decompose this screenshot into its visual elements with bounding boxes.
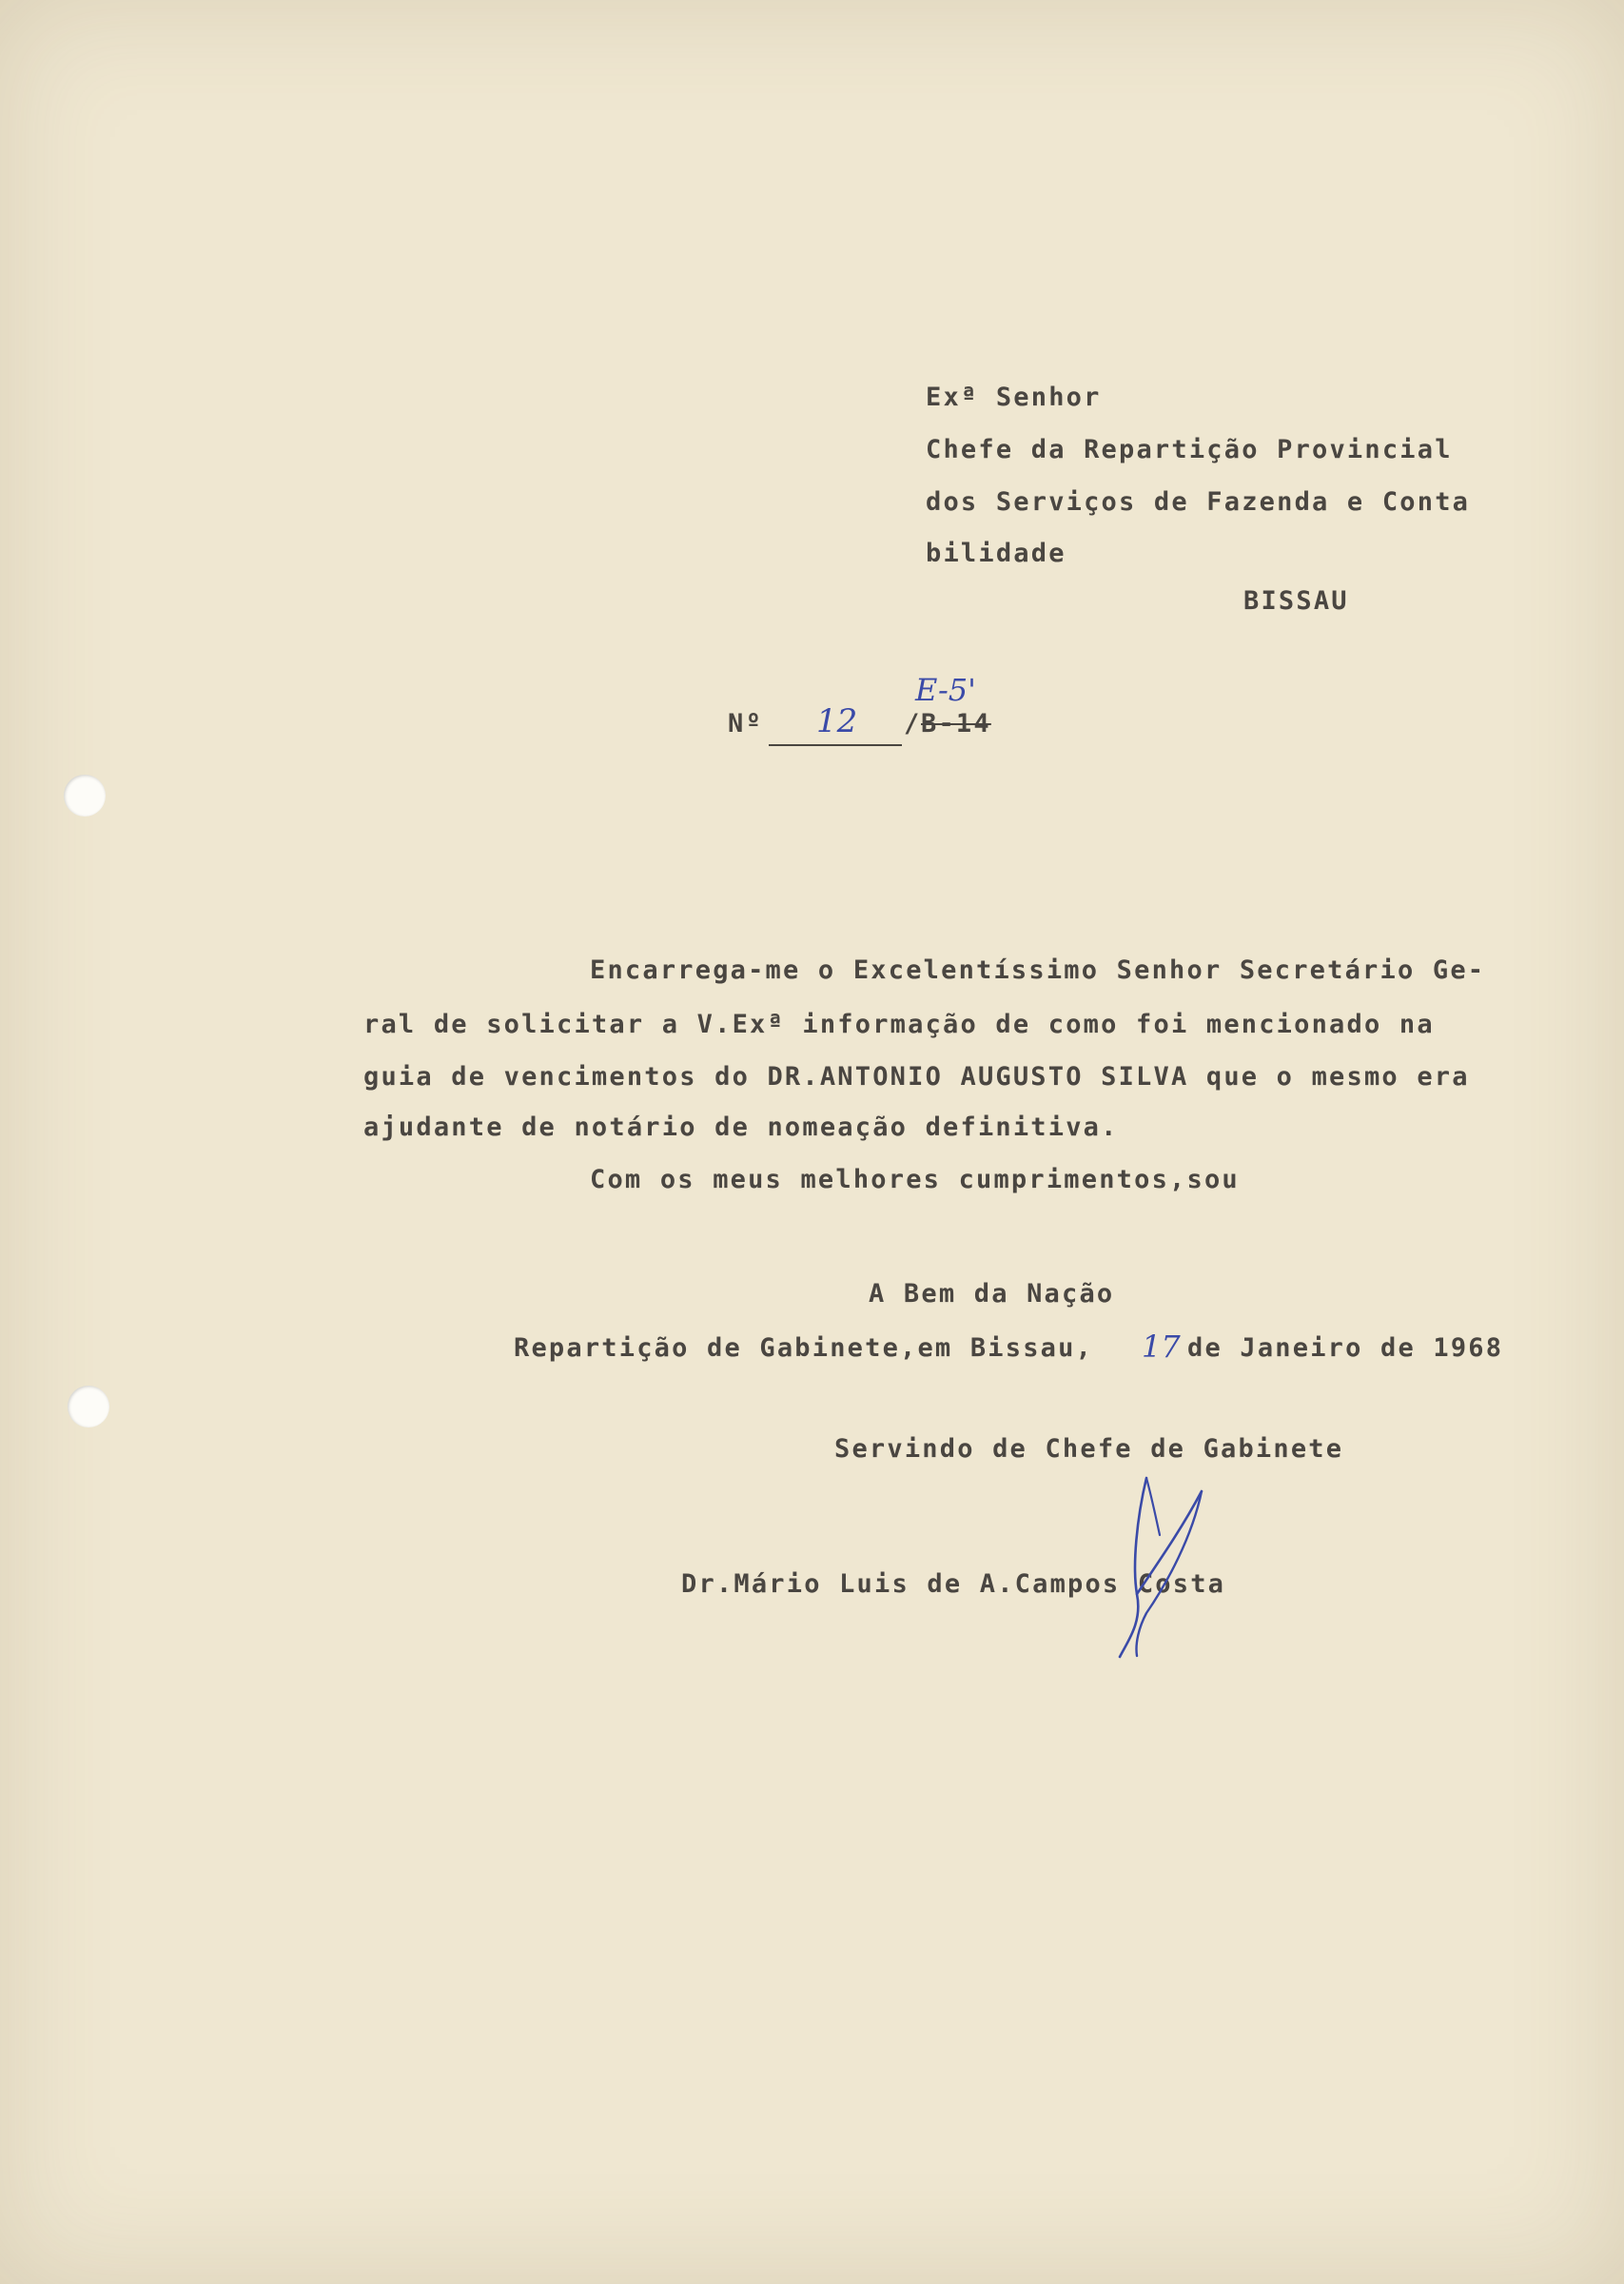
reference-number: 12	[816, 702, 858, 740]
recipient-city: BISSAU	[1243, 586, 1349, 616]
recipient-line-1: Chefe da Repartição Provincial	[926, 435, 1453, 464]
date-place: Repartição de Gabinete,em Bissau,	[514, 1333, 1094, 1363]
punch-hole-top	[64, 775, 106, 817]
punch-hole-bottom	[68, 1386, 109, 1428]
reference-slash: /	[904, 709, 922, 738]
reference-handwritten-code: E-5'	[915, 672, 976, 708]
body-line-3: guia de vencimentos do DR.ANTONIO AUGUSTO SILVA que o mesmo era	[363, 1062, 1470, 1092]
reference-typed-code: B-14	[921, 709, 991, 738]
motto: A Bem da Nação	[869, 1279, 1115, 1309]
date-day: 17	[1142, 1329, 1181, 1365]
recipient-salutation: Exª Senhor	[926, 383, 1102, 412]
handwritten-signature	[1080, 1461, 1232, 1661]
recipient-line-3: bilidade	[926, 539, 1066, 568]
reference-label: Nº	[728, 709, 763, 738]
body-line-4: ajudante de notário de nomeação definitiva.	[363, 1112, 1119, 1142]
body-closing: Com os meus melhores cumprimentos,sou	[590, 1165, 1240, 1194]
signatory-name: Dr.Mário Luis de A.Campos Costa	[681, 1569, 1226, 1599]
date-rest: de Janeiro de 1968	[1187, 1333, 1504, 1363]
body-line-1: Encarrega-me o Excelentíssimo Senhor Secretário Ge-	[590, 955, 1486, 985]
body-line-2: ral de solicitar a V.Exª informação de como foi mencionado na	[363, 1010, 1435, 1039]
signatory-role: Servindo de Chefe de Gabinete	[834, 1434, 1344, 1464]
recipient-line-2: dos Serviços de Fazenda e Conta	[926, 487, 1471, 517]
reference-number-underline	[769, 744, 902, 746]
